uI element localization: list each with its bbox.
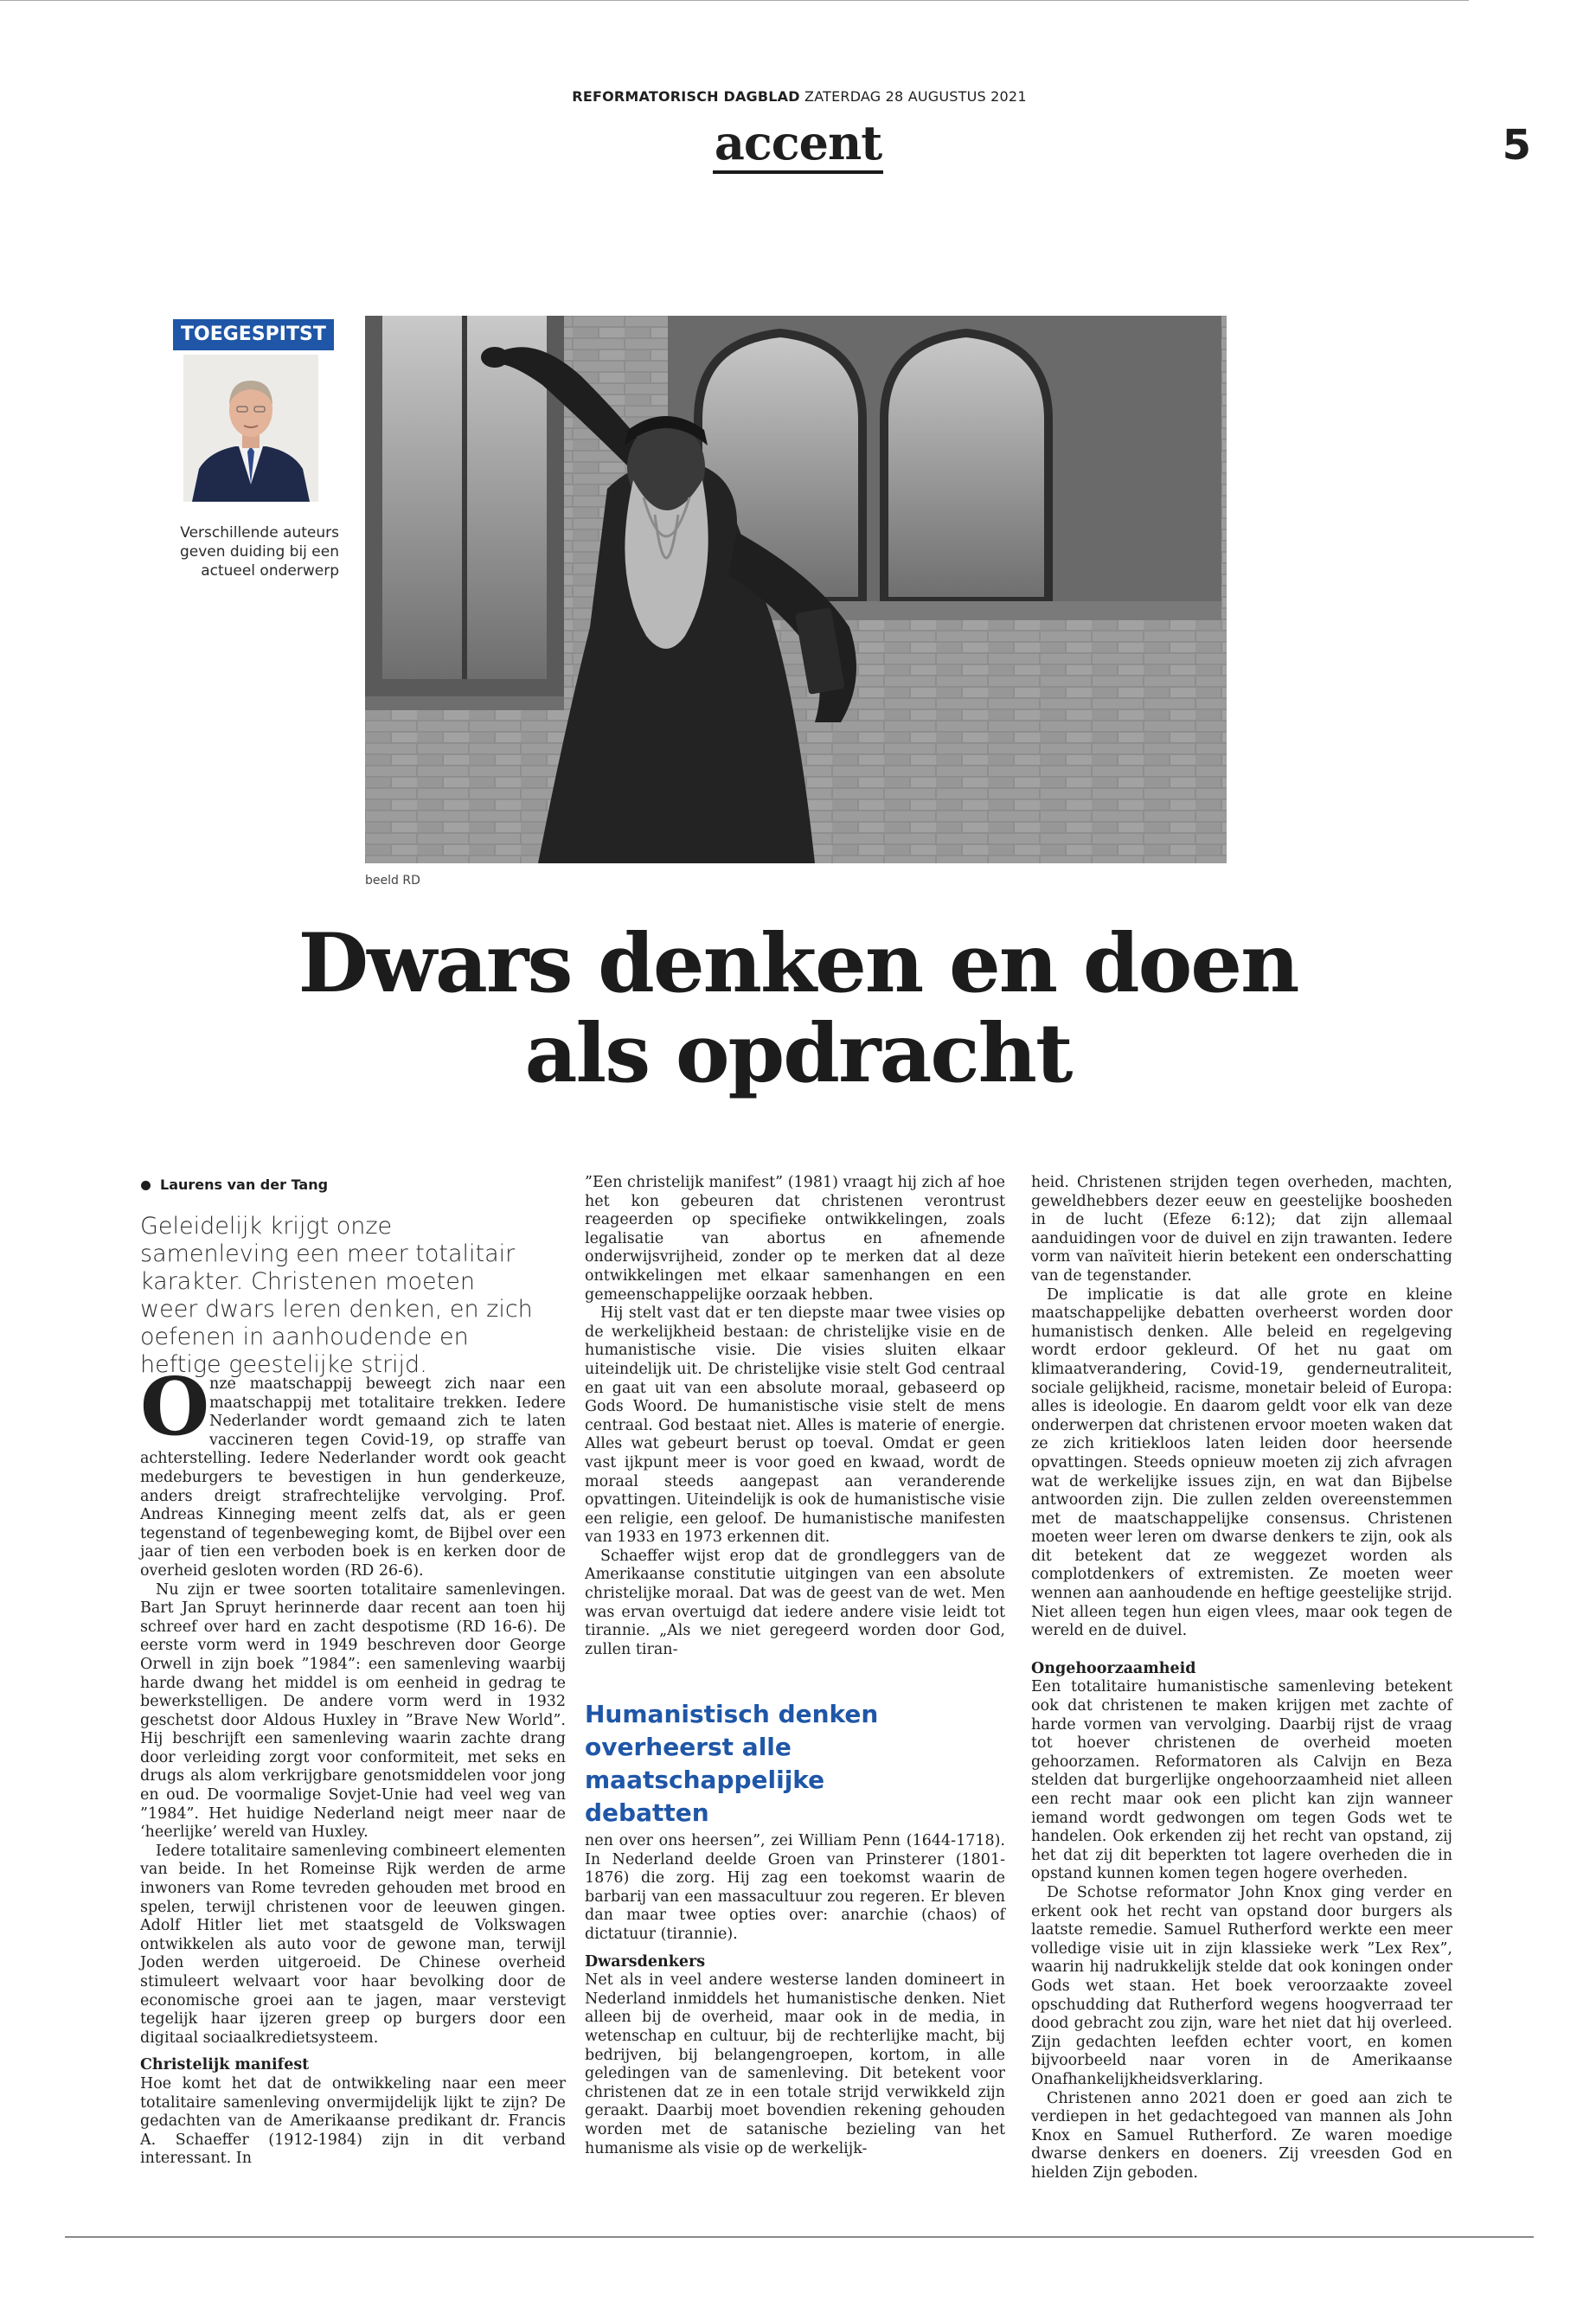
paragraph: Iedere totalitaire samenleving combineert elementen van beide. In het Romeinse Rijk werden de arme inwoners van Rome tevreden gehouden met brood en spelen, terwijl christenen voor de leeuwen gingen. Adolf Hitler liet met staatsgeld de Volkswagen ontwikkelen als auto voor de gewone man, terwijl Joden werden uitgeroeid. De Chinese overheid stimuleert welvaart voor haar bevolking door de economische groei aan te jagen, maar verstevigt tegelijk haar ijzeren greep op burgers door een digitaal sociaalkredietsysteem. xyxy=(140,1842,566,2047)
paragraph: Net als in veel andere westerse landen domineert in Nederland inmiddels het humanistische denken. Niet alleen bij de overheid, maar ook in de media, in wetenschap en cultuur, bij de rechterlijke macht, bij bedrijven, bij belangengroepen, kortom, in alle geledingen van de samenleving. Dit betekent voor christenen dat ze in een totale strijd verwikkeld zijn geraakt. Daarbij moet bovendien rekening gehouden worden met de satanische bezieling van het humanisme als visie op de werkelijk- xyxy=(585,1971,1005,2157)
column-2-top xyxy=(585,1174,1005,1659)
author-portrait xyxy=(183,355,318,502)
column-blurb: Verschillende auteurs geven duiding bij een actueel onderwerp xyxy=(179,524,339,580)
paragraph: De implicatie is dat alle grote en kleine maatschappelijke debatten overheerst worden door humanistisch denken. Alle beleid en regelgeving wordt erdoor gekleurd. Of het nu gaat om klimaatverandering, Covid-19, genderneutraliteit, sociale gelijkheid, racisme, monetair beleid of Europa: alles is ideologie. En daarom geldt voor elk van deze onderwerpen dat christenen ervoor moeten waken dat ze zich kritiekloos laten leiden door heersende opvattingen. Steeds opnieuw moeten zij zich afvragen wat de werkelijke issues zijn, en wat dan Bijbelse antwoorden zijn. Die zullen zelden overeenstemmen met de maatschappelijke consensus. Christenen moeten weer leren om dwarse denkers te zijn, ook als dit betekent dat ze weggezet worden als complotdenkers of extremisten. Ze moeten weer wennen aan aanhoudende en heftige geestelijke strijd. Niet alleen tegen hun eigen vlees, maar ook tegen de wereld en de duivel. xyxy=(1031,1285,1452,1640)
column-1 xyxy=(140,1360,566,2169)
subheading-christelijk-manifest: Christelijk manifest xyxy=(140,2056,310,2074)
masthead-line xyxy=(65,88,1534,105)
paper-name: REFORMATORISCH DAGBLAD xyxy=(572,88,800,105)
headline-line-1: Dwars denken en doen xyxy=(298,916,1298,1011)
issue-date: ZATERDAG 28 AUGUSTUS 2021 xyxy=(804,88,1027,105)
column-badge: TOEGESPITST xyxy=(173,319,334,350)
drop-cap: O xyxy=(140,1360,210,1453)
paragraph: Schaeffer wijst erop dat de grondleggers van de Amerikaanse constitutie uitgingen van een absolute christelijke moraal. Dat was de geest van de wet. Men was ervan overtuigd dat iedere andere visie leidt tot tirannie. „Als we niet geregeerd worden door God, zullen tiran- xyxy=(585,1547,1005,1658)
paragraph: Een totalitaire humanistische samenleving betekent ook dat christenen te maken krijgen met zachte of harde vormen van vervolging. Daarbij rijst de vraag tot hoever christenen de overheid moeten gehoorzamen. Reformatoren als Calvijn en Beza stelden dat burgerlijke ongehoorzaamheid niet alleen een recht maar ook een plicht kan zijn wanneer iemand wordt gedwongen om tegen Gods wet te handelen. Ook erkenden zij het recht van opstand, zij het dat zij dit beperkten tot lagere overheden die in opstand kunnen komen tegen hogere overheden. xyxy=(1031,1678,1452,1883)
page-number: 5 xyxy=(1502,121,1531,170)
paragraph: Nu zijn er twee soorten totalitaire samenlevingen. Bart Jan Spruyt herinnerde daar recent aan toen hij schreef over hard en zacht despotisme (RD 16-6). De eerste vorm werd in 1949 beschreven door George Orwell in zijn boek ”1984”: een samenleving waarbij harde dwang het middel is om eenheid in gedrag te bewerkstelligen. De andere vorm werd in 1932 geschetst door Aldous Huxley in ”Brave New World”. Hij beschrijft een samenleving waarin zachte drang door verleiding zorgt voor conformiteit, met seks en drugs als alom verkrijgbare genotsmiddelen voor jong en oud. De voormalige Sovjet-Unie had veel weg van ”1984”. Het huidige Nederland neigt meer naar de ‘heerlijke’ wereld van Huxley. xyxy=(140,1580,566,1842)
paragraph: ”Een christelijk manifest” (1981) vraagt hij zich af hoe het kon gebeuren dat christenen verontrust reageerden op specifieke ontwikkelingen, zoals legalisatie van abortus en afnemende onderwijsvrijheid, zonder op te merken dat al deze ontwikkelingen met elkaar samenhangen en een gemeenschappelijke oorzaak hebben. xyxy=(585,1174,1005,1304)
paragraph: Christenen anno 2021 doen er goed aan zich te verdiepen in het gedachtegoed van mannen als John Knox en Samuel Rutherford. Ze waren moedige dwarse denkers en doeners. Zij vreesden God en hielden Zijn geboden. xyxy=(1031,2089,1452,2182)
john-knox-statue-image xyxy=(365,316,1227,863)
byline: Laurens van der Tang xyxy=(160,1176,329,1193)
paragraph: Hij stelt vast dat er ten diepste maar twee visies op de werkelijkheid bestaan: de christelijke visie en de humanistische visie. Die visies sluiten elkaar uiteindelijk uit. De christelijke visie stelt God centraal en gaat uit van een absolute moraal, gebaseerd op Gods Woord. De humanistische visie stelt de mens centraal. God bestaat niet. Alles is materie of energie. Alles wat gebeurt berust op toeval. Omdat er geen vast ijkpunt meer is voor goed en kwaad, wordt de moraal steeds aangepast aan veranderende opvattingen. Uiteindelijk is ook de humanistische visie een religie, een geloof. De humanistische manifesten van 1933 en 1973 erkennen dit. xyxy=(585,1304,1005,1547)
paragraph: De Schotse reformator John Knox ging verder en erkent ook het recht van opstand door burgers als laatste remedie. Samuel Rutherford werkte een meer volledige visie uit in zijn klassieke werk ”Lex Rex”, waarin hij nadrukkelijk stelde dat ook koningen onder Gods wet staan. Het boek veroorzaakte zoveel opschudding dat Rutherford wegens hoogverraad ter dood gebracht zou zijn, ware het niet dat hij overleed. Zijn gedachten leefden echter voort, en komen bijvoorbeeld naar voren in de Amerikaanse Onafhankelijkheidsverklaring. xyxy=(1031,1883,1452,2088)
article-intro: Geleidelijk krijgt onze samenleving een meer totalitair karakter. Christenen moeten weer dwars leren denken, en zich oefenen in aanhoudende en heftige geestelijke strijd. xyxy=(140,1213,533,1378)
subheading-dwarsdenkers: Dwarsdenkers xyxy=(585,1952,706,1971)
column-2-bottom xyxy=(585,1832,1005,2158)
column-3 xyxy=(1031,1174,1452,2182)
headline xyxy=(121,916,1475,1101)
subheading-ongehoorzaamheid: Ongehoorzaamheid xyxy=(1031,1659,1196,1677)
paragraph: heid. Christenen strijden tegen overheden, machten, geweldhebbers dezer eeuw en geestelijke boosheden in de lucht (Efeze 6:12); dat zijn allemaal aanduidingen voor de duivel en zijn trawanten. Iedere vorm van naïviteit hierin betekent een onderschatting van de tegenstander. xyxy=(1031,1174,1452,1285)
photo-credit: beeld RD xyxy=(365,874,420,888)
headline-line-2: als opdracht xyxy=(524,1006,1072,1101)
paragraph: nze maatschappij beweegt zich naar een maatschappij met totalitaire trekken. Iedere Nederlander wordt gemaand zich te laten vaccineren tegen Covid-19, op straffe van achterstelling. Iedere Nederlander wordt ook geacht medeburgers te bevestigen in hun genderkeuze, anders dreigt strafrechtelijke vervolging. Prof. Andreas Kinneging meent zelfs dat, als er geen tegenstand of tegenbeweging komt, de Bijbel over een jaar of tien een verboden boek is en kerken door de overheid gesloten worden (RD 26-6). xyxy=(140,1375,566,1580)
bottom-rule xyxy=(65,2236,1534,2238)
section-label: accent xyxy=(713,115,883,174)
paragraph: Hoe komt het dat de ontwikkeling naar een meer totalitaire samenleving onvermijdelijk lijkt te zijn? De gedachten van de Amerikaanse predikant dr. Francis A. Schaeffer (1912-1984) zijn in dit verband interessant. In xyxy=(140,2074,566,2168)
byline-bullet-icon xyxy=(141,1181,151,1190)
pull-quote: Humanistisch denken overheerst alle maatschappelijke debatten xyxy=(585,1700,879,1827)
paragraph: nen over ons heersen”, zei William Penn (1644-1718). In Nederland deelde Groen van Prinsterer (1801-1876) die zorg. Hij zag een toekomst waarin de barbarij van een massacultuur zou regeren. Er bleven dan maar twee opties over: anarchie (chaos) of dictatuur (tirannie). xyxy=(585,1832,1005,1943)
section-title xyxy=(0,115,1596,170)
top-rule xyxy=(0,0,1469,1)
statue-photo xyxy=(365,316,1227,863)
portrait-illustration xyxy=(183,355,318,502)
